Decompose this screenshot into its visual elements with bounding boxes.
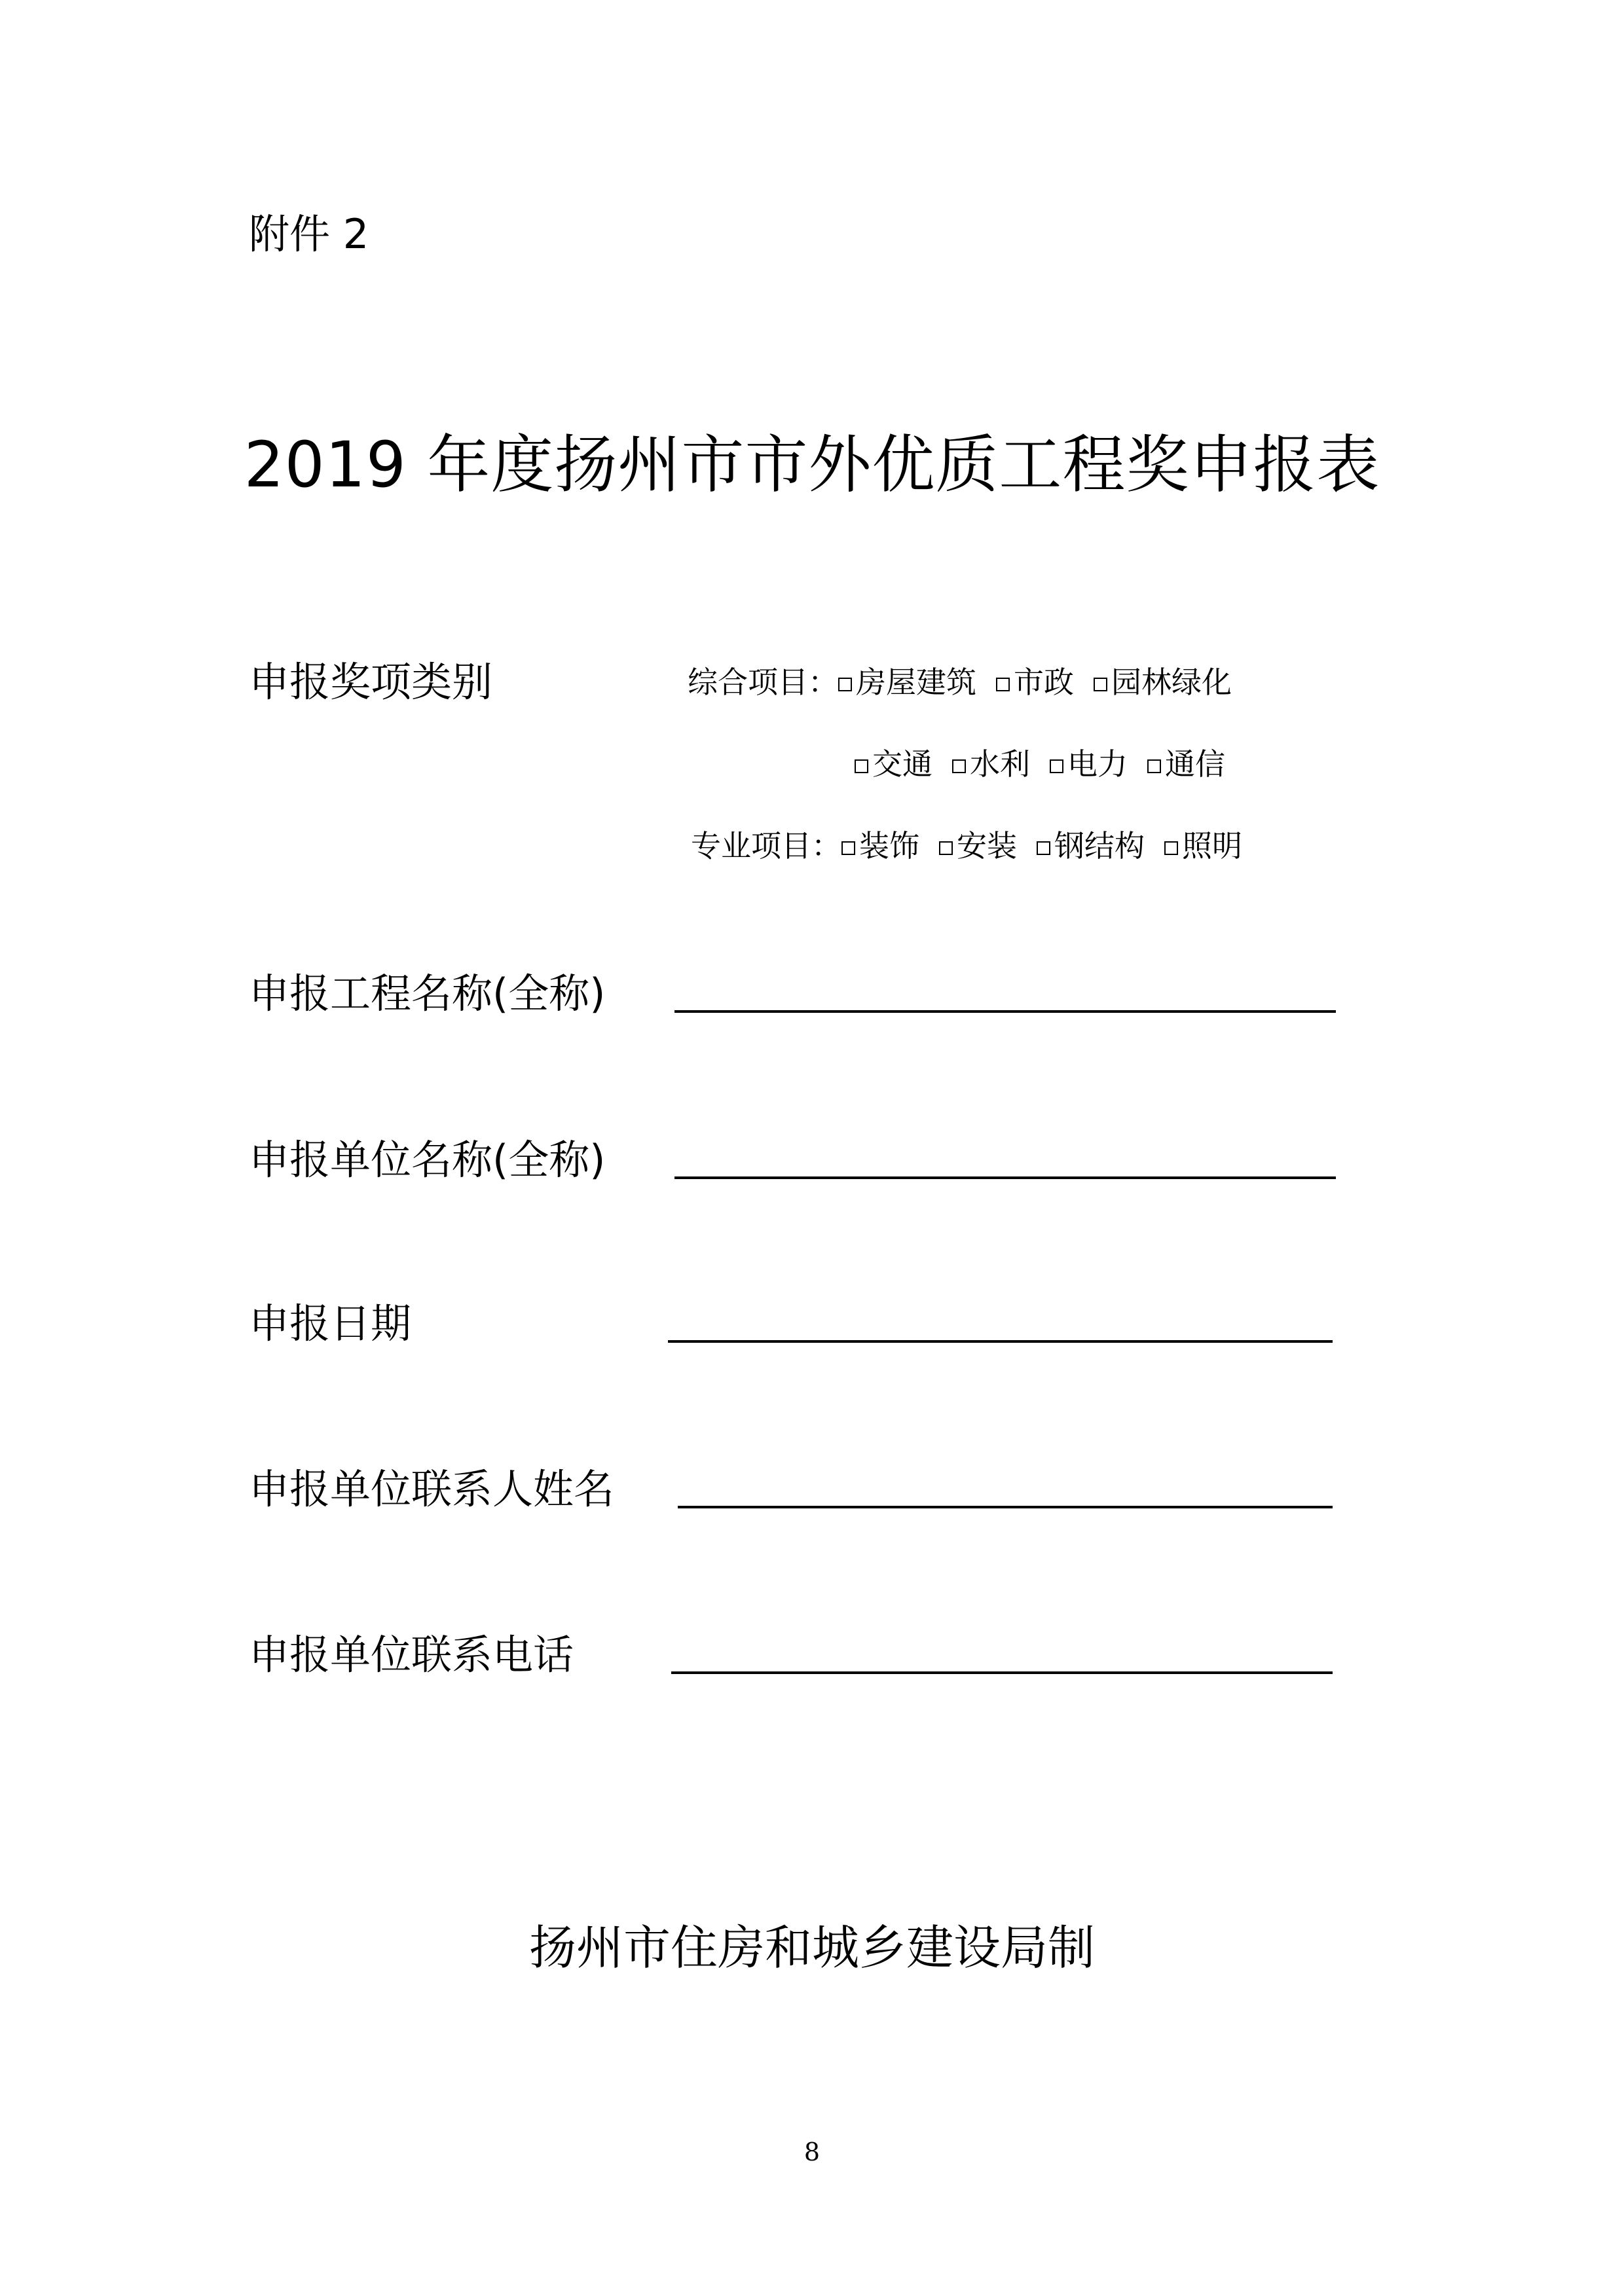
issuer-footer: 扬州市住房和城乡建设局制 xyxy=(528,1920,1095,1975)
project-name-label: 申报工程名称(全称) xyxy=(249,970,606,1017)
comprehensive-row-2 xyxy=(855,744,1225,784)
checkbox-option[interactable]: 电力 xyxy=(1050,744,1128,784)
checkbox-icon[interactable] xyxy=(855,759,868,773)
professional-row xyxy=(691,826,1242,866)
unit-name-label: 申报单位名称(全称) xyxy=(249,1136,606,1184)
checkbox-icon[interactable] xyxy=(841,841,855,855)
checkbox-option[interactable]: 房屋建筑 xyxy=(838,663,976,702)
date-input[interactable] xyxy=(668,1340,1333,1343)
checkbox-icon[interactable] xyxy=(1094,678,1107,691)
checkbox-icon[interactable] xyxy=(1164,841,1178,855)
checkbox-icon[interactable] xyxy=(952,759,966,773)
contact-name-label: 申报单位联系人姓名 xyxy=(249,1465,615,1513)
project-name-input[interactable] xyxy=(674,1010,1336,1013)
contact-phone-input[interactable] xyxy=(671,1671,1333,1674)
checkbox-option[interactable]: 照明 xyxy=(1164,826,1242,866)
checkbox-option[interactable]: 钢结构 xyxy=(1037,826,1145,866)
checkbox-option[interactable]: 水利 xyxy=(952,744,1030,784)
checkbox-option[interactable]: 通信 xyxy=(1147,744,1225,784)
checkbox-icon[interactable] xyxy=(838,678,852,691)
attachment-label: 附件 2 xyxy=(249,210,369,258)
comprehensive-prefix: 综合项目： xyxy=(688,665,838,700)
checkbox-option[interactable]: 交通 xyxy=(855,744,932,784)
comprehensive-row-1 xyxy=(688,663,1232,702)
unit-name-input[interactable] xyxy=(674,1176,1336,1179)
checkbox-option[interactable]: 市政 xyxy=(996,663,1074,702)
page-number: 8 xyxy=(803,2138,821,2166)
checkbox-icon[interactable] xyxy=(939,841,953,855)
date-label: 申报日期 xyxy=(249,1300,412,1347)
checkbox-icon[interactable] xyxy=(996,678,1010,691)
checkbox-option[interactable]: 装饰 xyxy=(841,826,919,866)
checkbox-option[interactable]: 安装 xyxy=(939,826,1017,866)
contact-name-input[interactable] xyxy=(678,1506,1333,1508)
checkbox-icon[interactable] xyxy=(1147,759,1161,773)
category-label: 申报奖项类别 xyxy=(249,658,493,706)
contact-phone-label: 申报单位联系电话 xyxy=(249,1631,574,1679)
form-title: 2019 年度扬州市市外优质工程奖申报表 xyxy=(244,428,1380,501)
checkbox-option[interactable]: 园林绿化 xyxy=(1094,663,1232,702)
professional-prefix: 专业项目： xyxy=(691,828,841,864)
checkbox-icon[interactable] xyxy=(1050,759,1063,773)
checkbox-icon[interactable] xyxy=(1037,841,1050,855)
